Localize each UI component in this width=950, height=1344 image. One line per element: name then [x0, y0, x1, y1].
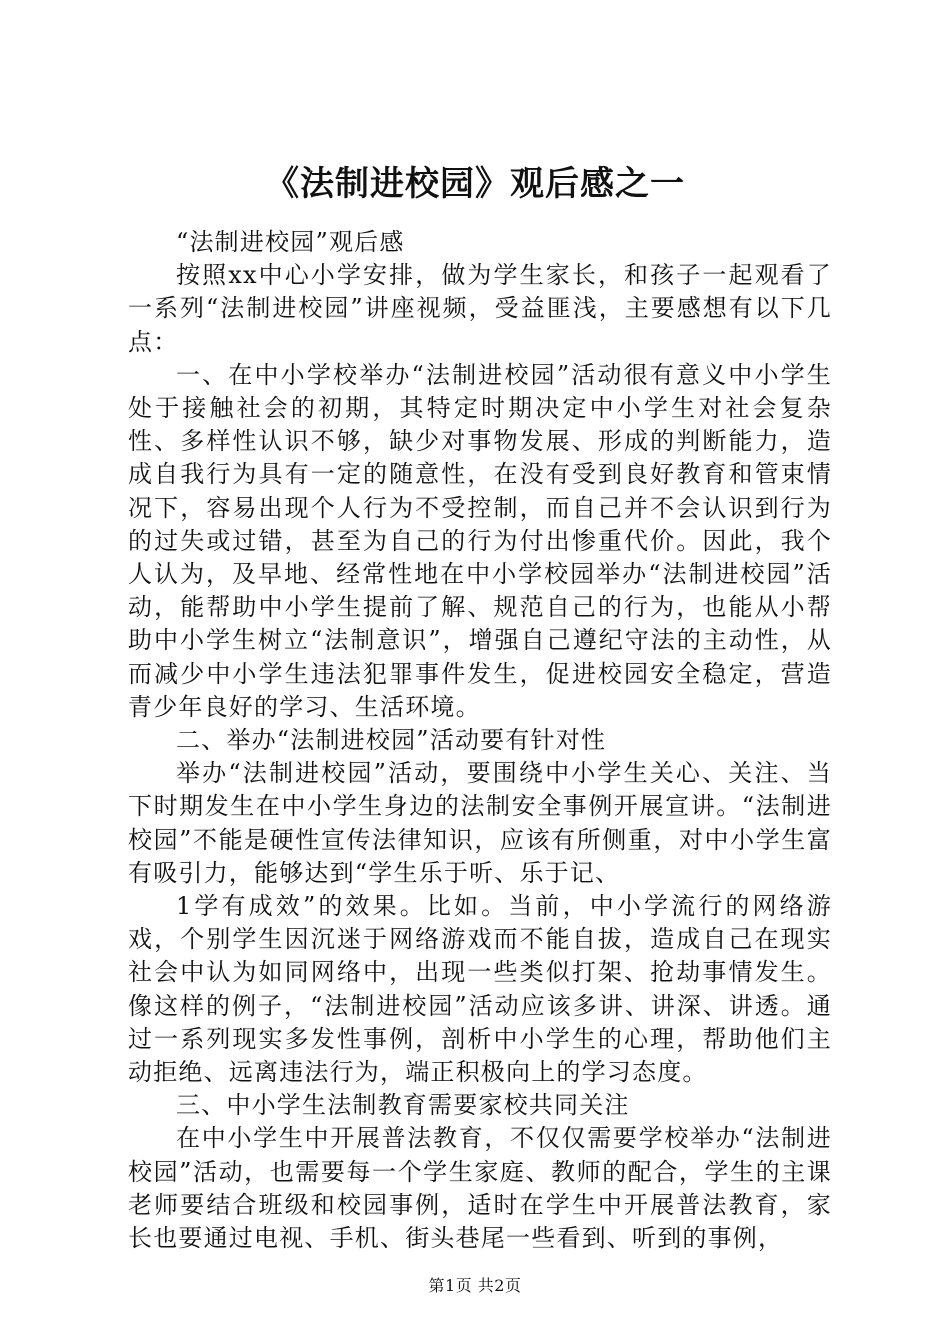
section-three-heading: 三、中小学生法制教育需要家校共同关注 — [176, 1091, 630, 1120]
section-two-heading: 二、举办“法制进校园”活动要有针对性 — [176, 726, 607, 755]
subtitle-paragraph: “法制进校园”观后感 — [176, 228, 405, 256]
document-body — [128, 226, 832, 1255]
section-two-continued-paragraph: 1学有成效”的效果。比如。当前，中小学流行的网络游戏，个别学生因沉迷于网络游戏而不能自拔，造成自己在现实社会中认为如同网络中，出现一些类似打架、抢劫事情发生。像这样的例子，“法制进校园”活动应该多讲、讲深、讲透。通过一系列现实多发性事例，剖析中小学生的心理，帮助他们主动拒绝、远离违法行为，端正积极向上的学习态度。 — [128, 892, 832, 1087]
section-one-paragraph: 一、在中小学校举办“法制进校园”活动很有意义中小学生处于接触社会的初期，其特定时期决定中小学生对社会复杂性、多样性认识不够，缺少对事物发展、形成的判断能力，造成自我行为具有一定的随意性，在没有受到良好教育和管束情况下，容易出现个人行为不受控制，而自己并不会认识到行为的过失或过错，甚至为自己的行为付出惨重代价。因此，我个人认为，及早地、经常性地在中小学校园举办“法制进校园”活动，能帮助中小学生提前了解、规范自己的行为，也能从小帮助中小学生树立“法制意识”，增强自己遵纪守法的主动性，从而减少中小学生违法犯罪事件发生，促进校园安全稳定，营造青少年良好的学习、生活环境。 — [128, 360, 832, 721]
intro-paragraph: 按照xx中心小学安排，做为学生家长，和孩子一起观看了一系列“法制进校园”讲座视频，受益匪浅，主要感想有以下几点： — [128, 261, 832, 356]
section-two-paragraph: 举办“法制进校园”活动，要围绕中小学生关心、关注、当下时期发生在中小学生身边的法制安全事例开展宣讲。“法制进校园”不能是硬性宣传法律知识，应该有所侧重，对中小学生富有吸引力，能够达到“学生乐于听、乐于记、 — [128, 759, 832, 887]
section-three-paragraph: 在中小学生中开展普法教育，不仅仅需要学校举办“法制进校园”活动，也需要每一个学生家庭、教师的配合，学生的主课老师要结合班级和校园事例，适时在学生中开展普法教育，家长也要通过电视、手机、街头巷尾一些看到、听到的事例， — [128, 1124, 832, 1253]
document-title: 《法制进校园》观后感之一 — [265, 164, 685, 204]
page-footer: 第1页 共2页 — [428, 1276, 522, 1295]
